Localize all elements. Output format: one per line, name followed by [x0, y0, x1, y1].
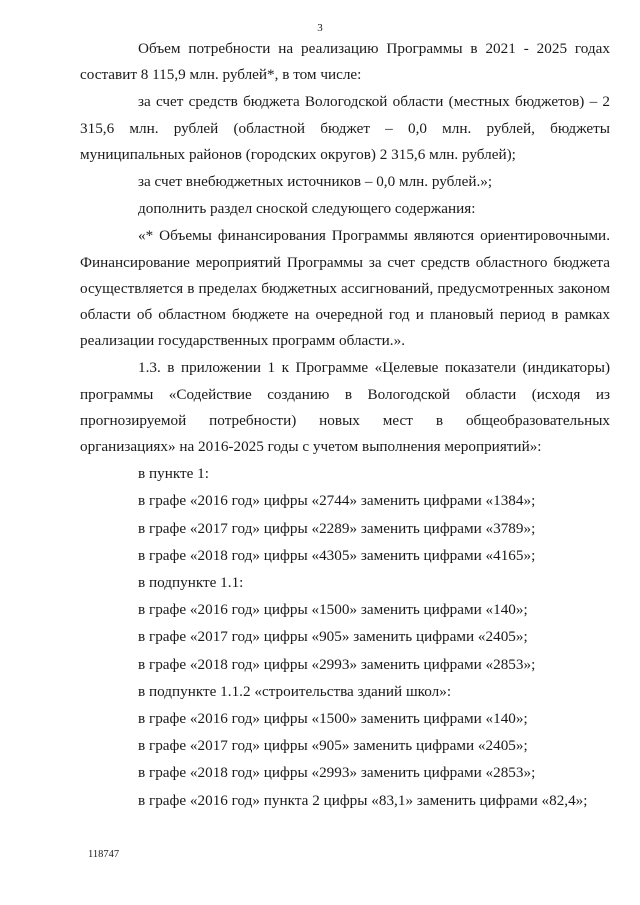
list-item: в графе «2016 год» цифры «1500» заменить цифрами «140»;	[138, 601, 528, 619]
document-body	[80, 36, 610, 814]
list-item: в графе «2016 год» пункта 2 цифры «83,1» заменить цифрами «82,4»;	[138, 791, 588, 809]
list-item: в графе «2017 год» цифры «905» заменить цифрами «2405»;	[138, 737, 528, 755]
paragraph-add-footnote: дополнить раздел сноской следующего содержания:	[138, 200, 476, 218]
list-item: в графе «2017 год» цифры «905» заменить цифрами «2405»;	[138, 628, 528, 646]
paragraph-total-need: Объем потребности на реализацию Программы в 2021 - 2025 годах составит 8 115,9 млн. рублей*, в том числе:	[80, 40, 610, 84]
document-code: 118747	[88, 849, 120, 860]
list-item: в графе «2016 год» цифры «2744» заменить цифрами «1384»;	[138, 492, 536, 510]
list-item: в графе «2016 год» цифры «1500» заменить цифрами «140»;	[138, 710, 528, 728]
list-item: в графе «2018 год» цифры «4305» заменить цифрами «4165»;	[138, 546, 536, 564]
list-item: в графе «2018 год» цифры «2993» заменить цифрами «2853»;	[138, 655, 536, 673]
paragraph-regional-budget: за счет средств бюджета Вологодской области (местных бюджетов) – 2 315,6 млн. рублей (областной бюджет – 0,0 млн. рублей, бюджеты муниципальных районов (городских округов) 2 315,6 млн. рублей);	[80, 93, 610, 163]
paragraph-extrabudgetary: за счет внебюджетных источников – 0,0 млн. рублей.»;	[138, 173, 493, 191]
paragraph-footnote-text: «* Объемы финансирования Программы являются ориентировочными. Финансирование мероприятий Программы за счет средств областного бюджета осуществляется в пределах бюджетных ассигнований, предусмотренных законом области об областном бюджете на очередной год и плановый период в рамках реализации государственных программ области.».	[80, 227, 610, 350]
list-item: в графе «2017 год» цифры «2289» заменить цифрами «3789»;	[138, 519, 536, 537]
list-item: в подпункте 1.1.2 «строительства зданий школ»:	[138, 682, 452, 700]
paragraph-appendix-1: 1.3. в приложении 1 к Программе «Целевые показатели (индикаторы) программы «Содействие созданию в Вологодской области (исходя из прогнозируемой потребности) новых мест в общеобразовательных организациях» на 2016-2025 годы с учетом выполнения мероприятий»:	[80, 359, 610, 456]
list-item: в пункте 1:	[138, 465, 209, 483]
list-item: в графе «2018 год» цифры «2993» заменить цифрами «2853»;	[138, 764, 536, 782]
page-number: 3	[317, 22, 323, 34]
list-item: в подпункте 1.1:	[138, 574, 244, 592]
